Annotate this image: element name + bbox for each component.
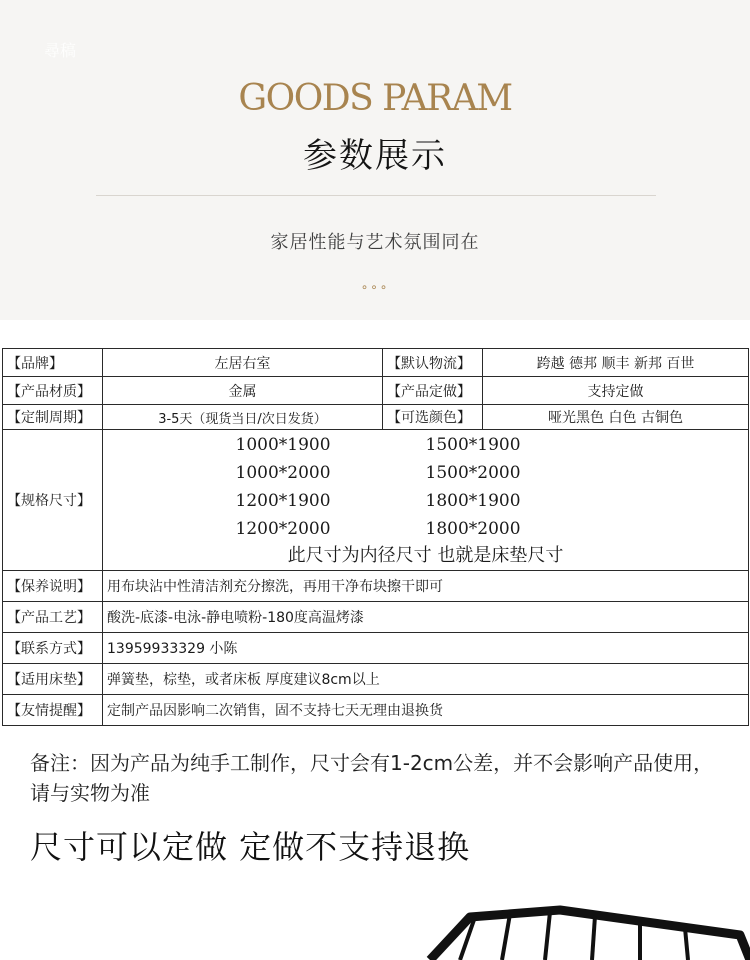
size-item: 1200*1900 — [235, 491, 331, 511]
custom-value: 支持定做 — [483, 377, 749, 405]
care-value: 用布块沾中性清洁剂充分擦洗，再用干净布块擦干即可 — [103, 571, 749, 602]
reminder-label: 【友情提醒】 — [3, 695, 103, 726]
color-label: 【可选颜色】 — [383, 405, 483, 430]
care-label: 【保养说明】 — [3, 571, 103, 602]
size-item: 1800*2000 — [425, 519, 521, 539]
logistics-value: 跨越 德邦 顺丰 新邦 百世 — [483, 349, 749, 377]
size-grid — [107, 431, 744, 543]
size-label: 【规格尺寸】 — [3, 430, 103, 571]
bed-frame-image — [410, 905, 750, 960]
size-item: 1000*1900 — [235, 435, 331, 455]
table-row — [3, 349, 749, 377]
craft-label: 【产品工艺】 — [3, 602, 103, 633]
material-value: 金属 — [103, 377, 383, 405]
size-note: 此尺寸为内径尺寸 也就是床垫尺寸 — [287, 545, 564, 566]
table-row — [3, 571, 749, 602]
brand-label: 【品牌】 — [3, 349, 103, 377]
size-item: 1500*2000 — [425, 463, 521, 483]
craft-value: 酸洗-底漆-电泳-静电喷粉-180度高温烤漆 — [103, 602, 749, 633]
color-value: 哑光黑色 白色 古铜色 — [483, 405, 749, 430]
mattress-value: 弹簧垫，棕垫，或者床板 厚度建议8cm以上 — [103, 664, 749, 695]
reminder-value: 定制产品因影响二次销售，固不支持七天无理由退换货 — [103, 695, 749, 726]
table-row — [3, 633, 749, 664]
table-row — [3, 664, 749, 695]
size-item: 1800*1900 — [425, 491, 521, 511]
table-row — [3, 695, 749, 726]
logistics-label: 【默认物流】 — [383, 349, 483, 377]
cycle-label: 【定制周期】 — [3, 405, 103, 430]
material-label: 【产品材质】 — [3, 377, 103, 405]
table-row — [3, 405, 749, 430]
brand-value: 左居右室 — [103, 349, 383, 377]
cycle-value: 3-5天（现货当日/次日发货） — [103, 405, 383, 430]
contact-label: 【联系方式】 — [3, 633, 103, 664]
size-item: 1200*2000 — [235, 519, 331, 539]
decorative-dots: ∘∘∘ — [360, 280, 390, 294]
size-item: 1000*2000 — [235, 463, 331, 483]
contact-value: 13959933329 小陈 — [103, 633, 749, 664]
size-item: 1500*1900 — [425, 435, 521, 455]
table-row — [3, 602, 749, 633]
spec-table — [2, 348, 749, 726]
size-cell — [103, 430, 749, 571]
custom-size-notice: 尺寸可以定做 定做不支持退换 — [30, 828, 471, 866]
watermark: 尋稿 — [44, 41, 77, 60]
custom-label: 【产品定做】 — [383, 377, 483, 405]
title-english: GOODS PARAM — [238, 78, 512, 119]
divider — [96, 195, 656, 196]
mattress-label: 【适用床垫】 — [3, 664, 103, 695]
table-row — [3, 430, 749, 571]
table-row — [3, 377, 749, 405]
title-chinese: 参数展示 — [303, 136, 447, 176]
remark-text: 备注：因为产品为纯手工制作，尺寸会有1-2cm公差，并不会影响产品使用，请与实物为准 — [30, 751, 714, 805]
header-banner — [0, 0, 750, 320]
subtitle: 家居性能与艺术氛围同在 — [270, 232, 480, 253]
